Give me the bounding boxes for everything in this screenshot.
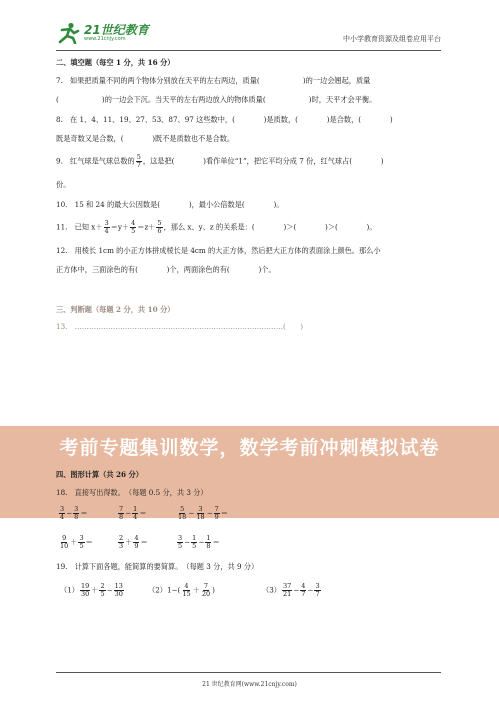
question-7-line1: 7. 如果把质量不同的两个物体分别放在天平的左右两边，质量( )的一边会翘起，质量 [56, 76, 371, 85]
q11-f2-numerator: 4 [131, 219, 136, 227]
question-19: 19. 计算下面各题，能简算的要简算。 （每题 3 分，共 9 分） [56, 562, 259, 571]
question-9-line1 [56, 154, 384, 169]
question-13: 13. ……………………………………………………………………………( ) [56, 322, 304, 331]
logo-url: www.21cnjy.com [84, 36, 126, 42]
question-10: 10. 15 和 24 的最大公因数是( )，最小公倍数是( )。 [56, 200, 284, 209]
section4-heading: 四、图形计算（共 26 分） [56, 470, 143, 479]
q18-item-3: $\frac{5}{18}$ − $\frac{3}{18}$ − $\frac{7}{9}$ ＝ [178, 505, 228, 521]
section2-heading: 二、填空题（每空 1 分，共 16 分） [56, 58, 175, 67]
footer-divider [56, 672, 441, 673]
q11-f2-denominator: 5 [131, 227, 136, 235]
platform-name: 中小学教育资源及组卷应用平台 [343, 35, 441, 43]
q11-fraction-3 [156, 220, 162, 235]
q11-part-c: ＝z＋ [137, 222, 156, 232]
q11-part-b: ＝y＋ [110, 222, 130, 232]
q19-item-3: （3） $\frac{37}{21}$ − $\frac{4}{7}$ − $\frac{3}{7}$ [262, 582, 320, 598]
page-footer: 21 世纪教育网(www.21cnjy.com) [202, 681, 297, 688]
q9-denominator: 7 [136, 161, 141, 169]
q19-item-1: （1） $\frac{19}{30}$ ＋ $\frac{2}{5}$ − $\frac{13}{30}$ [60, 582, 123, 598]
header-divider [56, 50, 441, 51]
question-12-line1: 12. 用棱长 1cm 的小正方体拼成棱长是 4cm 的大正方体，然后把大正方体的表面涂上颜色。那么小 [56, 246, 381, 255]
question-7-line2: ( )的一边会下沉。当天平的左右两边放入的物体质量( )时，天平才会平衡。 [56, 95, 377, 104]
q9-fraction [136, 154, 142, 169]
page-header [56, 22, 441, 48]
question-8-line1: 8. 在 1、4、11、19、27、53、87、97 这些数中，( )是质数，( )是合数，( ) [56, 115, 393, 124]
logo-wordmark: 21世纪教育 [84, 23, 149, 37]
q11-f1-denominator: 4 [104, 227, 109, 235]
q18-item-4: $\frac{9}{10}$ ＋ $\frac{3}{5}$ ＝ [60, 534, 93, 550]
q11-fraction-1 [104, 220, 110, 235]
q11-f3-denominator: 6 [157, 227, 162, 235]
q9-numerator: 5 [136, 153, 141, 161]
question-8-line2: 既是奇数又是合数，( )既不是质数也不是合数。 [56, 134, 235, 143]
q11-fraction-2 [130, 220, 136, 235]
q18-item-1: $\frac{3}{4}$ − $\frac{3}{8}$ ＝ [60, 505, 88, 521]
q18-item-6: $\frac{3}{5}$ − $\frac{1}{5}$ − $\frac{1}{8}$ ＝ [178, 534, 220, 550]
question-12-line2: 正方体中，三面涂色的有( )个，两面涂色的有( )个。 [56, 265, 276, 274]
q11-part-a: 11. 已知 x＋ [56, 222, 103, 232]
q18-item-2: $\frac{7}{8}$ − $\frac{1}{4}$ ＝ [119, 505, 147, 521]
q9-prefix: 9. 红气球是气球总数的 [56, 156, 135, 166]
question-9-line2: 份。 [56, 180, 71, 189]
q9-suffix: ，这是把( )看作单位“1”，把它平均分成 7 份，红气球占( ) [142, 156, 384, 166]
brand-logo [56, 22, 149, 44]
q11-f3-numerator: 5 [157, 219, 162, 227]
q19-item-2: （2）1−( $\frac{4}{15}$ ＋ $\frac{7}{20}$ ) [148, 582, 215, 598]
section3-heading: 三、判断题（每题 2 分，共 10 分） [56, 305, 175, 314]
question-18: 18. 直接写出得数。 （每题 0.5 分，共 3 分） [56, 488, 208, 497]
banner-title: 考前专题集训数学，数学考前冲刺模拟试卷 [59, 437, 440, 459]
q11-f1-numerator: 3 [104, 219, 109, 227]
runner-logo-icon [56, 22, 82, 44]
q11-part-d: ，那么 x、y、z 的关系是：( )＞( )＞( )。 [163, 222, 377, 232]
q18-item-5: $\frac{2}{3}$ ＋ $\frac{4}{9}$ ＝ [119, 534, 148, 550]
question-11 [56, 220, 377, 235]
